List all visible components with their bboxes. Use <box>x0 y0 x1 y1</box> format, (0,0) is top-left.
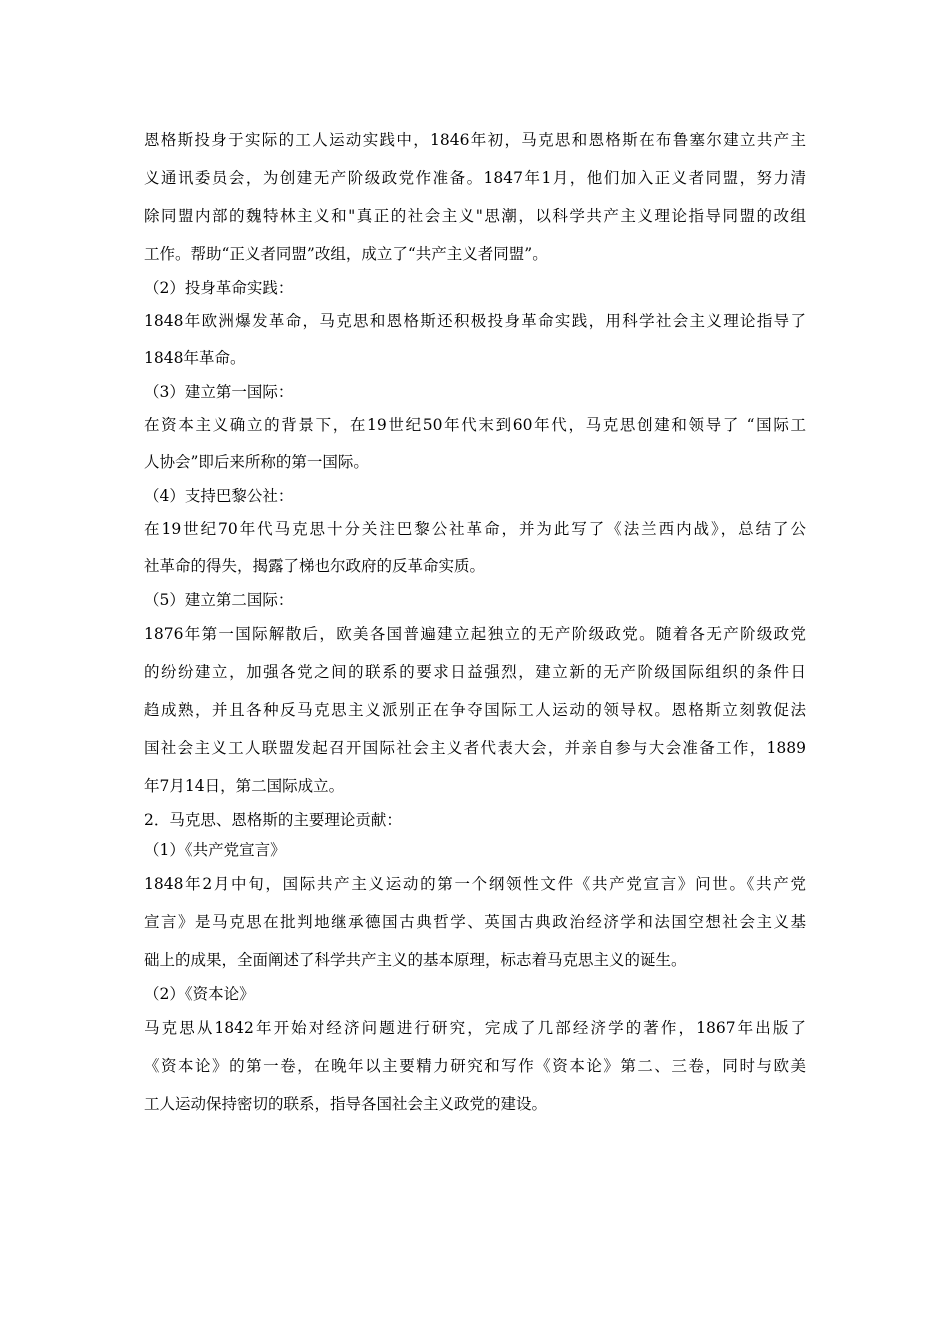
text-line: 1848年2月中旬，国际共产主义运动的第一个纲领性文件《共产党宣言》问世。《共产党 <box>144 875 806 893</box>
text-line: 国社会主义工人联盟发起召开国际社会主义者代表大会，并亲自参与大会准备工作，1889 <box>144 739 806 757</box>
text-line: 在资本主义确立的背景下，在19世纪50年代末到60年代，马克思创建和领导了 “国际工 <box>144 416 806 434</box>
subheading-revolution-practice: （2）投身革命实践： <box>144 279 294 297</box>
text-line: 年7月14日，第二国际成立。 <box>144 777 345 795</box>
text-line: 马克思从1842年开始对经济问题进行研究，完成了几部经济学的著作，1867年出版了 <box>144 1019 806 1037</box>
text-line: 1848年革命。 <box>144 349 246 367</box>
document-page <box>144 121 806 1123</box>
subheading-paris-commune: （4）支持巴黎公社： <box>144 487 294 505</box>
text-line: 的纷纷建立，加强各党之间的联系的要求日益强烈，建立新的无产阶级国际组织的条件日 <box>144 663 806 681</box>
paragraph-1848-revolution <box>144 303 806 377</box>
text-line: 趋成熟，并且各种反马克思主义派别正在争夺国际工人运动的领导权。恩格斯立刻敦促法 <box>144 701 806 719</box>
text-line: 除同盟内部的魏特林主义和"真正的社会主义"思潮，以科学共产主义理论指导同盟的改组 <box>144 207 806 225</box>
text-line: 人协会”即后来所称的第一国际。 <box>144 453 369 471</box>
paragraph-communist-league <box>144 121 806 273</box>
paragraph-paris-commune <box>144 511 806 585</box>
text-line: 工作。帮助“正义者同盟”改组，成立了“共产主义者同盟”。 <box>144 245 548 263</box>
section-heading-theoretical-contributions: 2．马克思、恩格斯的主要理论贡献： <box>144 811 402 829</box>
text-line: 在19世纪70年代马克思十分关注巴黎公社革命，并为此写了《法兰西内战》，总结了公 <box>144 520 806 538</box>
text-line: 宣言》是马克思在批判地继承德国古典哲学、英国古典政治经济学和法国空想社会主义基 <box>144 913 806 931</box>
text-line: 社革命的得失，揭露了梯也尔政府的反革命实质。 <box>144 557 486 575</box>
subheading-second-international: （5）建立第二国际： <box>144 591 294 609</box>
text-line: 础上的成果，全面阐述了科学共产主义的基本原理，标志着马克思主义的诞生。 <box>144 951 687 969</box>
paragraph-communist-manifesto <box>144 865 806 979</box>
paragraph-first-international <box>144 407 806 481</box>
text-line: 《资本论》的第一卷，在晚年以主要精力研究和写作《资本论》第二、三卷，同时与欧美 <box>144 1057 806 1075</box>
text-line: 义通讯委员会，为创建无产阶级政党作准备。1847年1月，他们加入正义者同盟，努力清 <box>144 169 806 187</box>
text-line: 工人运动保持密切的联系，指导各国社会主义政党的建设。 <box>144 1095 548 1113</box>
text-line: 1848年欧洲爆发革命，马克思和恩格斯还积极投身革命实践，用科学社会主义理论指导了 <box>144 312 806 330</box>
subheading-communist-manifesto: （1）《共产党宣言》 <box>144 841 286 859</box>
paragraph-second-international <box>144 615 806 805</box>
subheading-first-international: （3）建立第一国际： <box>144 383 294 401</box>
paragraph-das-kapital <box>144 1009 806 1123</box>
text-line: 恩格斯投身于实际的工人运动实践中，1846年初，马克思和恩格斯在布鲁塞尔建立共产主 <box>144 131 806 149</box>
text-line: 1876年第一国际解散后，欧美各国普遍建立起独立的无产阶级政党。随着各无产阶级政党 <box>144 625 806 643</box>
subheading-das-kapital: （2）《资本论》 <box>144 985 255 1003</box>
